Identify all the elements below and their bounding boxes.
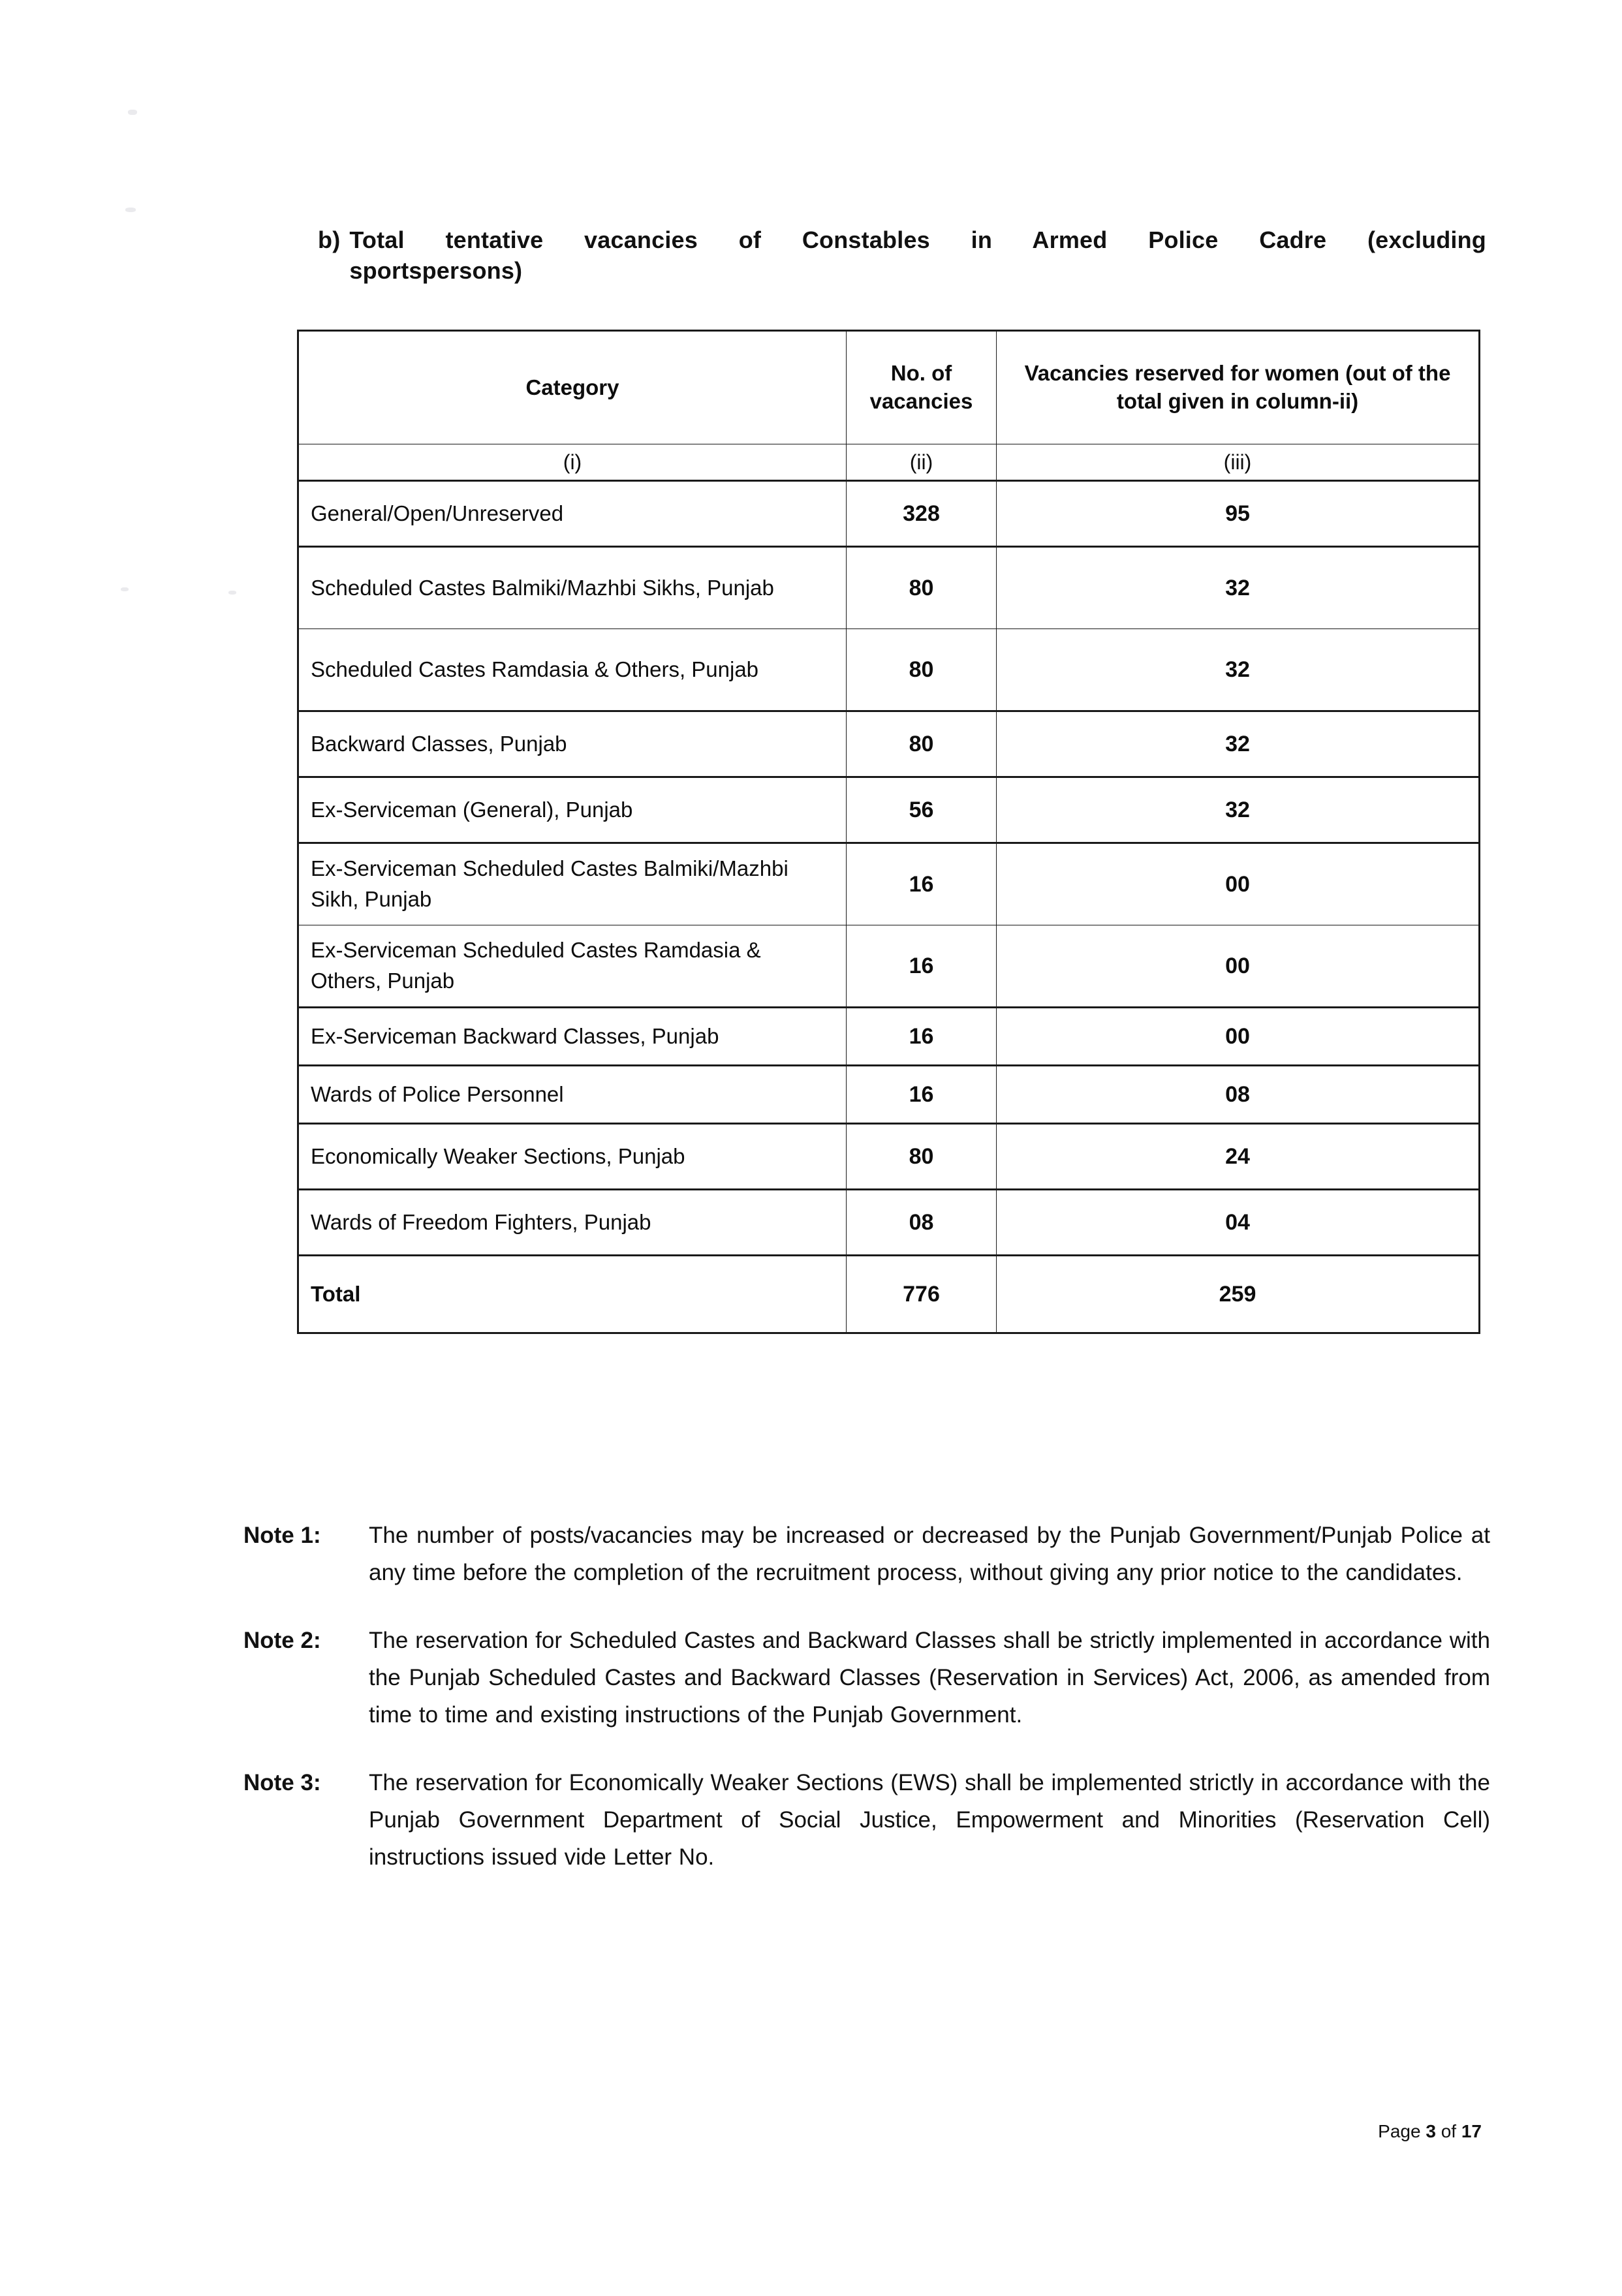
cell-vacancies: 56	[847, 777, 997, 843]
heading-row	[318, 225, 1486, 287]
cell-vacancies: 16	[847, 1008, 997, 1066]
scan-speckle	[125, 208, 136, 212]
table-row	[298, 1124, 1480, 1190]
vacancies-table	[297, 330, 1480, 1334]
note-1-label: Note 1:	[243, 1523, 321, 1548]
note-3-text: The reservation for Economically Weaker Sections (EWS) shall be implemented strictly in accordance with the Punjab Government Department of Social Justice, Empowerment and Minorities (Reservation Cell) instructions issued vide Letter No.	[369, 1770, 1490, 1870]
cell-category: Backward Classes, Punjab	[298, 711, 847, 777]
table-row	[298, 843, 1480, 925]
cell-category: Ex-Serviceman Scheduled Castes Balmiki/Mazhbi Sikh, Punjab	[298, 843, 847, 925]
column-header-no-of-vacancies: No. of vacancies	[847, 331, 997, 444]
cell-women: 32	[997, 547, 1480, 629]
note-2-text: The reservation for Scheduled Castes and Backward Classes shall be strictly implemented in accordance with the Punjab Scheduled Castes and Backward Classes (Reservation in Services) Act, 2006, as amended from time to time and existing instructions of the Punjab Government.	[369, 1628, 1490, 1728]
roman-label-iii: (iii)	[997, 444, 1480, 481]
note-3-label: Note 3:	[243, 1770, 321, 1796]
heading-line-1: Total tentative vacancies of Constables in Armed Police Cadre (excluding	[349, 226, 1486, 253]
scan-speckle	[128, 110, 137, 115]
cell-category: General/Open/Unreserved	[298, 481, 847, 547]
table-roman-numeral-row	[298, 444, 1480, 481]
cell-vacancies: 08	[847, 1190, 997, 1256]
table-row	[298, 547, 1480, 629]
page-footer	[1378, 2121, 1482, 2142]
cell-women: 00	[997, 1008, 1480, 1066]
cell-women: 08	[997, 1066, 1480, 1124]
cell-category: Ex-Serviceman Scheduled Castes Ramdasia & Others, Punjab	[298, 925, 847, 1008]
table-body	[298, 481, 1480, 1333]
table-row	[298, 1066, 1480, 1124]
table-row	[298, 629, 1480, 711]
column-header-category: Category	[298, 331, 847, 444]
cell-women: 32	[997, 629, 1480, 711]
cell-women: 32	[997, 777, 1480, 843]
note-3	[243, 1765, 1490, 1876]
footer-word-page: Page	[1378, 2121, 1421, 2141]
table-row	[298, 711, 1480, 777]
cell-category: Ex-Serviceman Backward Classes, Punjab	[298, 1008, 847, 1066]
table-row	[298, 925, 1480, 1008]
cell-category: Economically Weaker Sections, Punjab	[298, 1124, 847, 1190]
cell-women: 24	[997, 1124, 1480, 1190]
footer-word-of: of	[1441, 2121, 1457, 2141]
cell-vacancies: 16	[847, 843, 997, 925]
cell-vacancies: 80	[847, 547, 997, 629]
heading-list-marker: b)	[318, 226, 341, 253]
table-row	[298, 1190, 1480, 1256]
note-1	[243, 1517, 1490, 1591]
table-row	[298, 1008, 1480, 1066]
note-2	[243, 1622, 1490, 1733]
footer-page-number: 3	[1426, 2121, 1436, 2141]
cell-category: Ex-Serviceman (General), Punjab	[298, 777, 847, 843]
footer-total-pages: 17	[1461, 2121, 1482, 2141]
cell-total-label: Total	[298, 1256, 847, 1333]
column-header-women-reserved: Vacancies reserved for women (out of the total given in column-ii)	[997, 331, 1480, 444]
cell-total-vacancies: 776	[847, 1256, 997, 1333]
heading-line-2: sportspersons)	[349, 256, 523, 284]
cell-women: 00	[997, 925, 1480, 1008]
table-row	[298, 777, 1480, 843]
heading-text	[349, 225, 1486, 287]
cell-vacancies: 80	[847, 1124, 997, 1190]
scan-speckle	[121, 587, 129, 591]
table-head	[298, 331, 1480, 481]
cell-women: 04	[997, 1190, 1480, 1256]
note-1-text: The number of posts/vacancies may be increased or decreased by the Punjab Government/Punjab Police at any time before the completion of the recruitment process, without giving any prior notice to the candidates.	[369, 1523, 1490, 1585]
table-total-row	[298, 1256, 1480, 1333]
cell-category: Scheduled Castes Balmiki/Mazhbi Sikhs, Punjab	[298, 547, 847, 629]
cell-women: 32	[997, 711, 1480, 777]
note-2-label: Note 2:	[243, 1628, 321, 1654]
cell-vacancies: 16	[847, 925, 997, 1008]
cell-category: Wards of Freedom Fighters, Punjab	[298, 1190, 847, 1256]
cell-vacancies: 80	[847, 629, 997, 711]
cell-total-women: 259	[997, 1256, 1480, 1333]
cell-vacancies: 16	[847, 1066, 997, 1124]
cell-women: 95	[997, 481, 1480, 547]
cell-women: 00	[997, 843, 1480, 925]
cell-vacancies: 328	[847, 481, 997, 547]
section-heading	[318, 225, 1486, 287]
table-row	[298, 481, 1480, 547]
cell-category: Scheduled Castes Ramdasia & Others, Punjab	[298, 629, 847, 711]
cell-vacancies: 80	[847, 711, 997, 777]
cell-category: Wards of Police Personnel	[298, 1066, 847, 1124]
roman-label-i: (i)	[298, 444, 847, 481]
notes-section	[243, 1517, 1490, 1908]
roman-label-ii: (ii)	[847, 444, 997, 481]
table-header-row	[298, 331, 1480, 444]
scan-speckle	[228, 591, 236, 595]
